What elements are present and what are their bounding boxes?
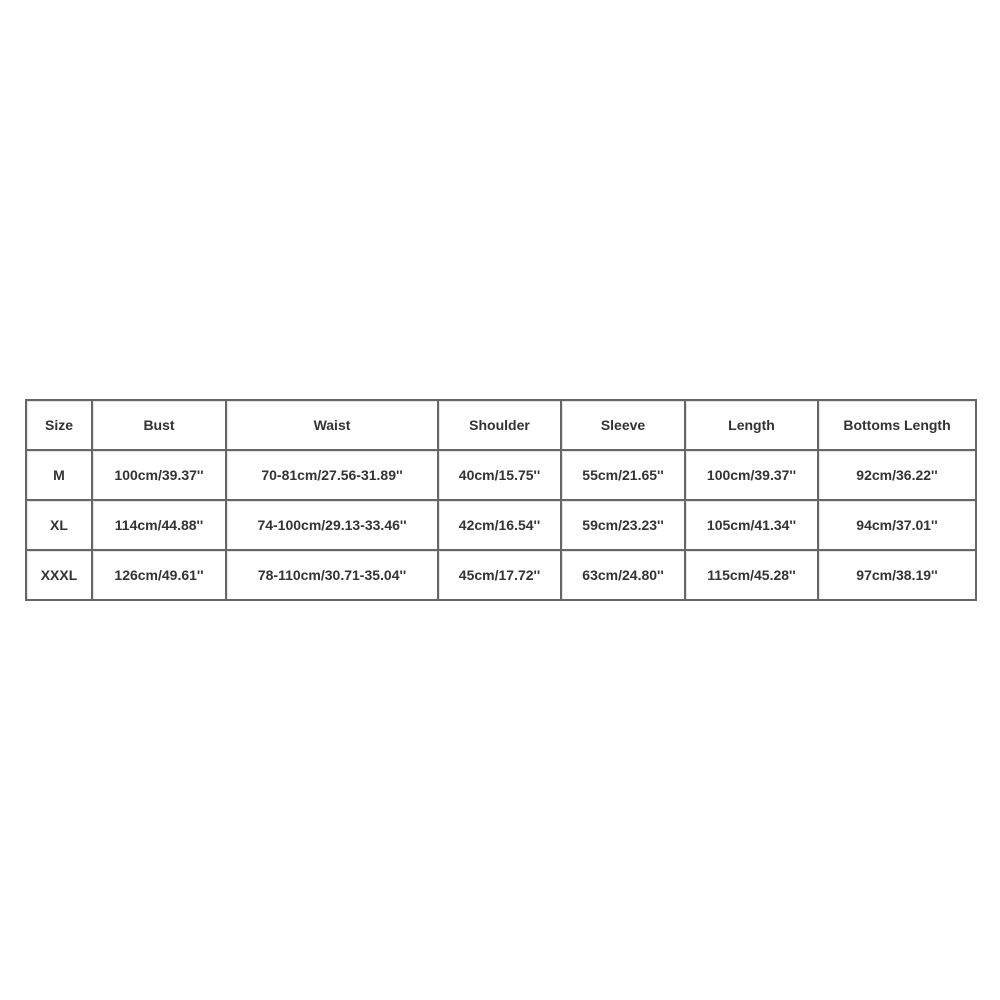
header-row xyxy=(27,401,977,451)
cell-sleeve: 63cm/24.80'' xyxy=(562,551,686,601)
column-header-bust: Bust xyxy=(93,401,227,451)
cell-size: XL xyxy=(27,501,93,551)
column-header-bottoms-length: Bottoms Length xyxy=(819,401,977,451)
cell-shoulder: 45cm/17.72'' xyxy=(439,551,562,601)
cell-waist: 74-100cm/29.13-33.46'' xyxy=(227,501,439,551)
cell-sleeve: 55cm/21.65'' xyxy=(562,451,686,501)
cell-length: 115cm/45.28'' xyxy=(686,551,819,601)
column-header-sleeve: Sleeve xyxy=(562,401,686,451)
column-header-length: Length xyxy=(686,401,819,451)
cell-size: XXXL xyxy=(27,551,93,601)
cell-size: M xyxy=(27,451,93,501)
cell-waist: 70-81cm/27.56-31.89'' xyxy=(227,451,439,501)
column-header-shoulder: Shoulder xyxy=(439,401,562,451)
cell-shoulder: 40cm/15.75'' xyxy=(439,451,562,501)
cell-bottoms-length: 97cm/38.19'' xyxy=(819,551,977,601)
cell-length: 100cm/39.37'' xyxy=(686,451,819,501)
table-row xyxy=(27,501,977,551)
cell-bottoms-length: 92cm/36.22'' xyxy=(819,451,977,501)
column-header-waist: Waist xyxy=(227,401,439,451)
table-row xyxy=(27,451,977,501)
cell-bust: 100cm/39.37'' xyxy=(93,451,227,501)
cell-shoulder: 42cm/16.54'' xyxy=(439,501,562,551)
column-header-size: Size xyxy=(27,401,93,451)
cell-length: 105cm/41.34'' xyxy=(686,501,819,551)
size-chart-table xyxy=(25,399,977,601)
cell-bust: 126cm/49.61'' xyxy=(93,551,227,601)
cell-bottoms-length: 94cm/37.01'' xyxy=(819,501,977,551)
table-row xyxy=(27,551,977,601)
cell-sleeve: 59cm/23.23'' xyxy=(562,501,686,551)
cell-bust: 114cm/44.88'' xyxy=(93,501,227,551)
cell-waist: 78-110cm/30.71-35.04'' xyxy=(227,551,439,601)
